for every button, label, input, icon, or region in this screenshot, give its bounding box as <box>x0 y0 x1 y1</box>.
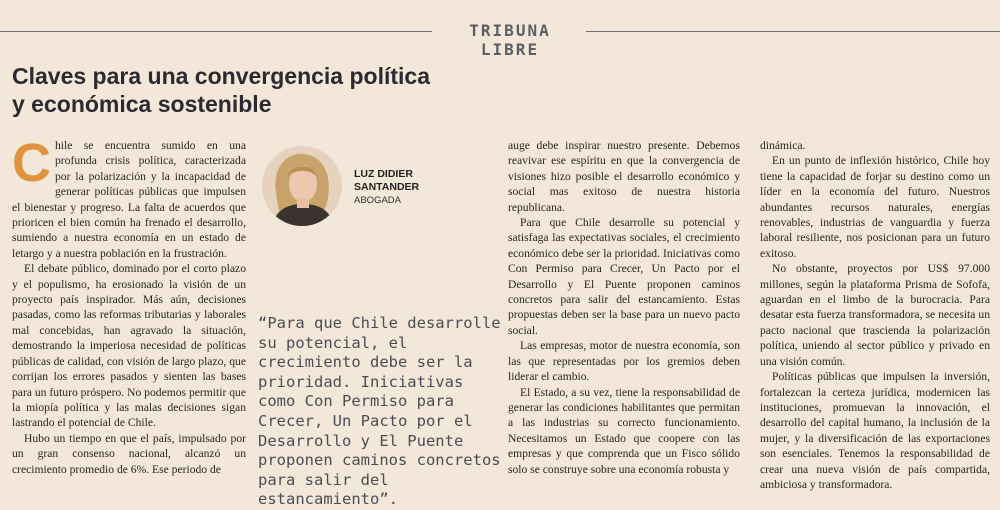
author-byline <box>262 146 502 226</box>
paragraph-1-text: hile se encuentra sumido en una profunda crisis política, caracterizada por la polarización y la incapacidad de generar políticas públicas que impulsen el bienestar y progreso. La falta de acuerdos que prioricen el bien común ha frenado el desarrollo, sumiendo a nuestra economía en un estado de letargo y a nuestra población en la frustración. <box>12 139 246 260</box>
drop-cap: C <box>12 133 51 193</box>
paragraph-1 <box>12 133 246 261</box>
paragraph-7: El Estado, a su vez, tiene la responsabilidad de generar las condiciones habilitantes que permitan a las industrias su correcto funcionamiento. Necesitamos un Estado que coopere con las empresas y que comprenda que un Fisco sólido solo se construye sobre una economía robusta y <box>508 385 740 476</box>
headline-line-1: Claves para una convergencia política <box>12 63 430 89</box>
paragraph-2: El debate público, dominado por el corto plazo y el populismo, ha erosionado la visión de un proyecto país inspirador. Más aún, decisiones pasadas, como las reformas tributarias y laborales mal concebidas, han agravado la situación, demostrando la imperiosa necesidad de políticas públicas de calidad, con visión de largo plazo, que corrijan los errores pasados y sienten las bases para un futuro próspero. No podemos permitir que la miopía política y las malas decisiones sigan lastrando el potencial de Chile. <box>12 262 246 430</box>
section-rule-right <box>586 31 1000 32</box>
pull-quote: “Para que Chile desarrolle su potencial, el crecimiento debe ser la prioridad. Iniciativas como Con Permiso para Crecer, Un Pacto por el Desarrollo y El Puente proponen caminos concretos para salir del estancamiento”. <box>258 314 501 509</box>
author-name-line-1: LUZ DIDIER <box>354 168 413 180</box>
section-rule-left <box>0 31 432 32</box>
author-photo <box>262 146 342 226</box>
headline-line-2: y económica sostenible <box>12 91 272 117</box>
paragraph-8: dinámica. <box>760 139 806 152</box>
paragraph-11: Políticas públicas que impulsen la inversión, fortalezcan la certeza jurídica, modernicen las instituciones, promuevan la innovación, el desarrollo del capital humano, la inclusión de la mujer, y la diversificación de las exportaciones son esenciales. Tenemos la responsabilidad de crear una nueva visión de país compartida, ambiciosa y transformadora. <box>760 370 990 491</box>
paragraph-4: auge debe inspirar nuestro presente. Debemos reavivar ese espíritu en que la convergencia de visiones hizo posible el desarrollo económico y social mas exitoso de nuestra historia republicana. <box>508 139 740 214</box>
author-name-line-2: SANTANDER <box>354 181 420 193</box>
paragraph-9: En un punto de inflexión histórico, Chile hoy tiene la capacidad de forjar su destino como un líder en la economía del futuro. Nuestros abundantes recursos naturales, energías renovables, industrias de vanguardia y fuerza laboral resiliente, nos posicionan para un futuro exitoso. <box>760 154 990 260</box>
author-name <box>354 168 494 194</box>
paragraph-3: Hubo un tiempo en que el país, impulsado por un gran consenso nacional, alcanzó un crecimiento promedio de 6%. Ese periodo de <box>12 431 246 476</box>
article-headline <box>12 62 512 118</box>
paragraph-6: Las empresas, motor de nuestra economía, son las que representadas por los gremios deben liderar el cambio. <box>508 339 740 384</box>
paragraph-10: No obstante, proyectos por US$ 97.000 millones, según la plataforma Prisma de Sofofa, aguardan en el limbo de la burocracia. Para desatar esta fuerza transformadora, se necesita un pacto nacional que trascienda la polarización política, uniendo al sector público y privado en una visión común. <box>760 262 990 368</box>
paragraph-5: Para que Chile desarrolle su potencial y satisfaga las expectativas sociales, el crecimiento económico debe ser la prioridad. Iniciativas como Con Permiso para Crecer, Un Pacto por el Desarrollo y El Puente proponen caminos concretos para salir del estancamiento. Estas propuestas deben ser la base para un nuevo pacto social. <box>508 216 740 337</box>
article-column-3 <box>508 138 740 477</box>
section-header <box>0 21 1000 59</box>
article-column-4 <box>760 138 990 492</box>
section-label: TRIBUNA LIBRE <box>469 21 551 59</box>
author-role: ABOGADA <box>354 195 401 206</box>
article-column-1 <box>12 133 246 477</box>
